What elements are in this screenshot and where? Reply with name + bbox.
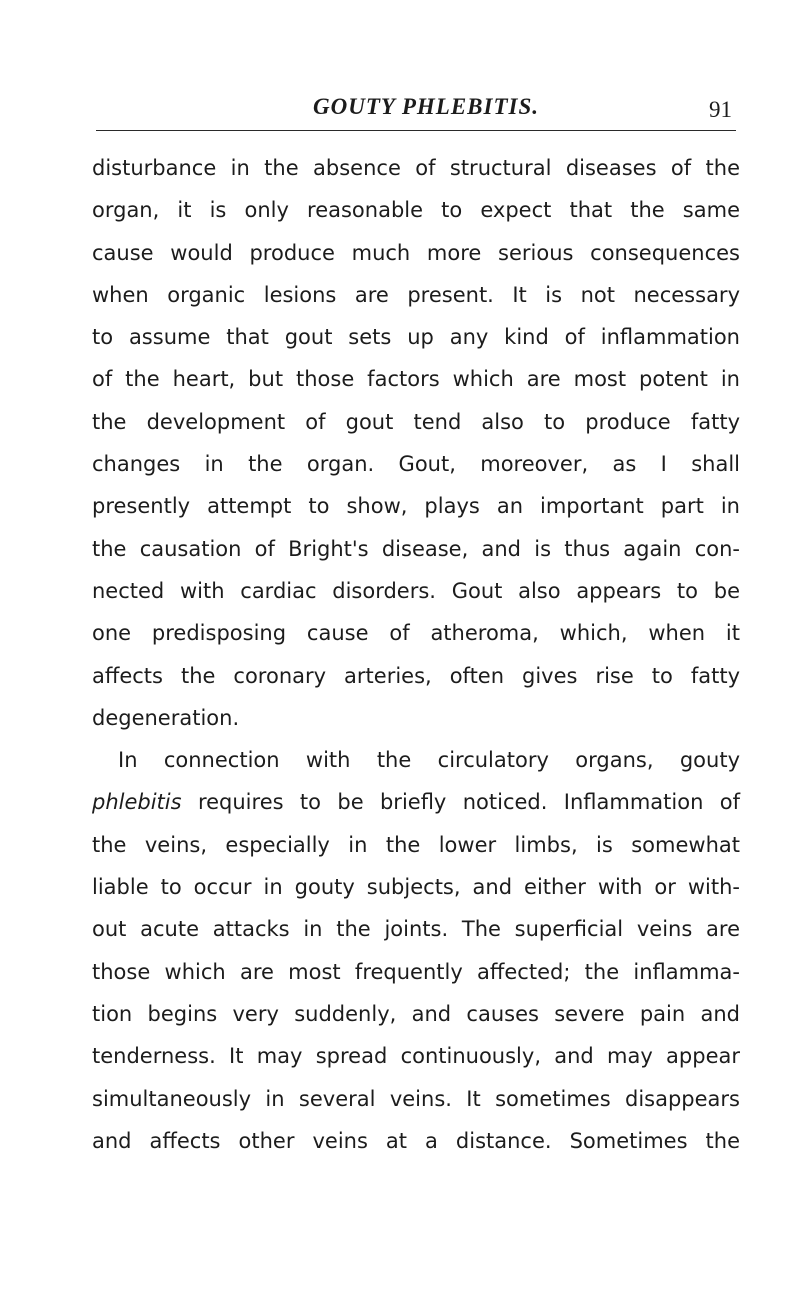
header-rule [96, 130, 736, 131]
text-line: nected with cardiac disorders. Gout also appears to be [92, 578, 740, 603]
text-line: liable to occur in gouty subjects, and either with or with- [92, 875, 740, 900]
text-line: one predisposing cause of atheroma, which, when it [92, 621, 740, 646]
text-line: disturbance in the absence of structural diseases of the [92, 156, 740, 180]
running-head [96, 94, 736, 134]
page-number: 91 [709, 97, 732, 122]
text-line-with-italic-term [92, 781, 740, 823]
text-line: out acute attacks in the joints. The superficial veins are [92, 917, 740, 942]
text-line: changes in the organ. Gout, moreover, as I shall [92, 452, 740, 477]
text-line: of the heart, but those factors which are most potent in [92, 367, 740, 392]
text-line: degeneration. [92, 705, 240, 730]
text-line: the development of gout tend also to produce fatty [92, 409, 740, 434]
text-line: presently attempt to show, plays an important part in [92, 494, 740, 519]
body-text [92, 147, 740, 1162]
text-line: cause would produce much more serious consequences [92, 240, 740, 265]
text-line: tion begins very suddenly, and causes severe pain and [92, 1001, 740, 1026]
running-title: GOUTY PHLEBITIS. [313, 94, 539, 119]
text-line: to assume that gout sets up any kind of inflammation [92, 325, 740, 350]
text-line: the causation of Bright's disease, and is thus again con- [92, 536, 740, 561]
text-line: when organic lesions are present. It is not necessary [92, 282, 740, 307]
text-line-remainder: requires to be briefly noticed. Inflammation of [197, 790, 740, 815]
text-line: simultaneously in several veins. It sometimes disappears [92, 1086, 740, 1111]
text-line: In connection with the circulatory organs, gouty [118, 748, 740, 773]
text-line: affects the coronary arteries, often gives rise to fatty [92, 663, 740, 688]
text-line: tenderness. It may spread continuously, and may appear [92, 1044, 740, 1069]
text-line: and affects other veins at a distance. Sometimes the [92, 1128, 740, 1153]
text-line: those which are most frequently affected; the inflamma- [92, 959, 740, 984]
text-line: the veins, especially in the lower limbs, is somewhat [92, 832, 740, 857]
text-line: organ, it is only reasonable to expect that the same [92, 198, 740, 223]
italic-term: phlebitis [92, 790, 182, 815]
